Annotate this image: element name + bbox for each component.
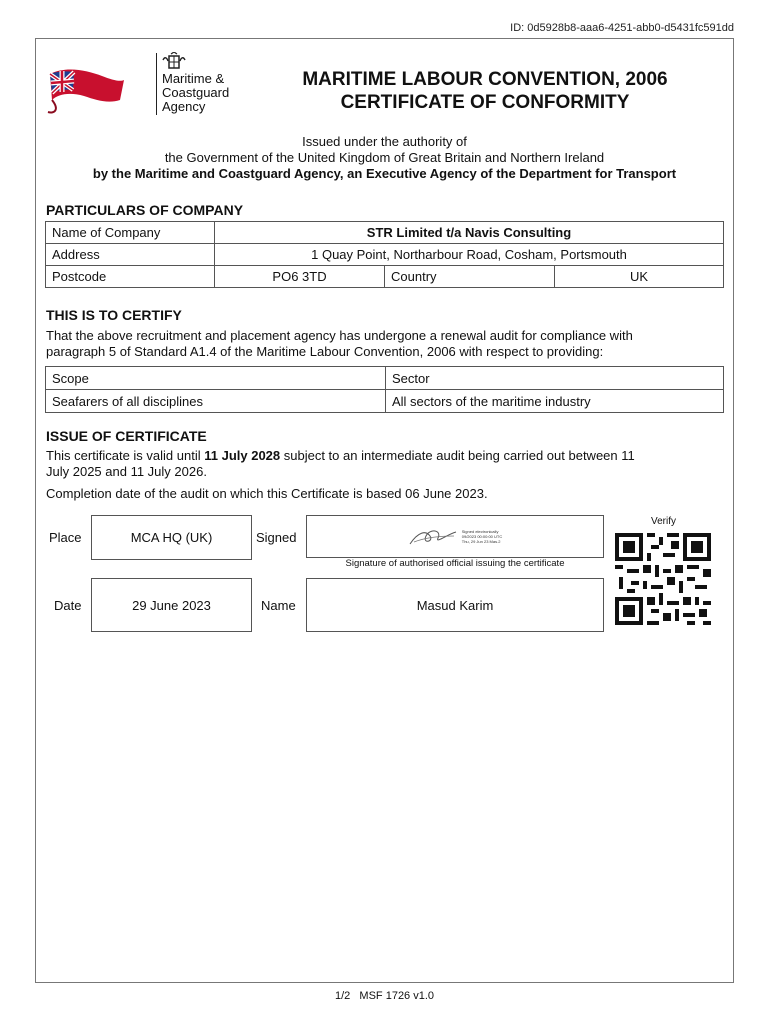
scope-table bbox=[45, 366, 724, 413]
authority-line-1: Issued under the authority of bbox=[302, 134, 467, 149]
table-row bbox=[46, 367, 724, 390]
place-label: Place bbox=[49, 530, 82, 545]
signed-label: Signed bbox=[256, 530, 297, 545]
place-value: MCA HQ (UK) bbox=[130, 530, 213, 545]
name-box bbox=[306, 578, 604, 632]
stamp-line-3: Thu, 29 Jun 23 Mas.2 bbox=[461, 539, 501, 544]
verification-qr-code[interactable] bbox=[615, 533, 711, 625]
table-row bbox=[46, 222, 724, 244]
place-box bbox=[91, 515, 252, 560]
page-footer: 1/2 MSF 1726 v1.0 bbox=[334, 990, 435, 1002]
sector-label: Sector bbox=[386, 367, 724, 390]
logo-line-3: Agency bbox=[162, 99, 206, 114]
royal-crest-icon bbox=[161, 52, 187, 72]
certify-heading: THIS IS TO CERTIFY bbox=[46, 307, 182, 323]
country-value: UK bbox=[555, 266, 724, 288]
authority-line-2: the Government of the United Kingdom of Great Britain and Northern Ireland bbox=[164, 150, 605, 165]
validity-text bbox=[46, 448, 706, 480]
postcode-label: Postcode bbox=[46, 266, 215, 288]
certify-text-line-2: paragraph 5 of Standard A1.4 of the Maritime Labour Convention, 2006 with respect to providing: bbox=[46, 344, 604, 359]
address-label: Address bbox=[46, 244, 215, 266]
signature-scribble-icon bbox=[408, 526, 458, 548]
completion-text: Completion date of the audit on which this Certificate is based 06 June 2023. bbox=[46, 486, 488, 501]
signature-caption: Signature of authorised official issuing the certificate bbox=[345, 558, 565, 569]
certificate-title: MARITIME LABOUR CONVENTION, 2006 bbox=[302, 69, 668, 90]
particulars-heading: PARTICULARS OF COMPANY bbox=[46, 202, 244, 218]
authority-line-3: by the Maritime and Coastguard Agency, an Executive Agency of the Department for Transport bbox=[92, 166, 677, 181]
table-row bbox=[46, 266, 724, 288]
address-value: 1 Quay Point, Northarbour Road, Cosham, Portsmouth bbox=[215, 244, 724, 266]
scope-label: Scope bbox=[46, 367, 386, 390]
document-id: ID: 0d5928b8-aaa6-4251-abb0-d5431fc591dd bbox=[510, 22, 734, 34]
sector-value: All sectors of the maritime industry bbox=[386, 390, 724, 413]
date-box bbox=[91, 578, 252, 632]
red-ensign-flag-icon bbox=[46, 60, 126, 118]
name-label: Name bbox=[261, 598, 296, 613]
certify-text-line-1: That the above recruitment and placement agency has undergone a renewal audit for compliance with bbox=[46, 328, 633, 343]
certificate-subtitle: CERTIFICATE OF CONFORMITY bbox=[340, 92, 630, 113]
company-name: STR Limited t/a Navis Consulting bbox=[215, 222, 724, 244]
verify-label: Verify bbox=[651, 516, 677, 527]
agency-logo-text bbox=[162, 72, 229, 114]
issue-heading: ISSUE OF CERTIFICATE bbox=[46, 428, 207, 444]
signature-box bbox=[306, 515, 604, 558]
company-table bbox=[45, 221, 724, 288]
qr-finder-icon bbox=[615, 533, 711, 625]
postcode-value: PO6 3TD bbox=[215, 266, 385, 288]
logo-divider bbox=[156, 53, 157, 115]
validity-suffix: subject to an intermediate audit being carried out between 11 bbox=[280, 448, 635, 463]
name-value: Masud Karim bbox=[416, 597, 494, 613]
scope-value: Seafarers of all disciplines bbox=[46, 390, 386, 413]
certify-text bbox=[46, 328, 706, 360]
stamp-line-2: 09/2023 00:00:00 UTC bbox=[461, 534, 503, 539]
valid-until-date: 11 July 2028 bbox=[204, 448, 281, 463]
country-label: Country bbox=[385, 266, 555, 288]
name-label: Name of Company bbox=[46, 222, 215, 244]
stamp-line-1: Signed electronically bbox=[461, 529, 499, 534]
validity-line-2: July 2025 and 11 July 2026. bbox=[46, 464, 207, 479]
validity-line-1 bbox=[46, 448, 706, 464]
date-value: 29 June 2023 bbox=[132, 597, 211, 613]
signature-stamp bbox=[462, 529, 502, 544]
date-label: Date bbox=[54, 598, 82, 613]
table-row bbox=[46, 390, 724, 413]
table-row bbox=[46, 244, 724, 266]
logo-line-1: Maritime & bbox=[162, 71, 225, 86]
logo-line-2: Coastguard bbox=[162, 85, 230, 100]
validity-prefix: This certificate is valid until bbox=[46, 448, 205, 463]
